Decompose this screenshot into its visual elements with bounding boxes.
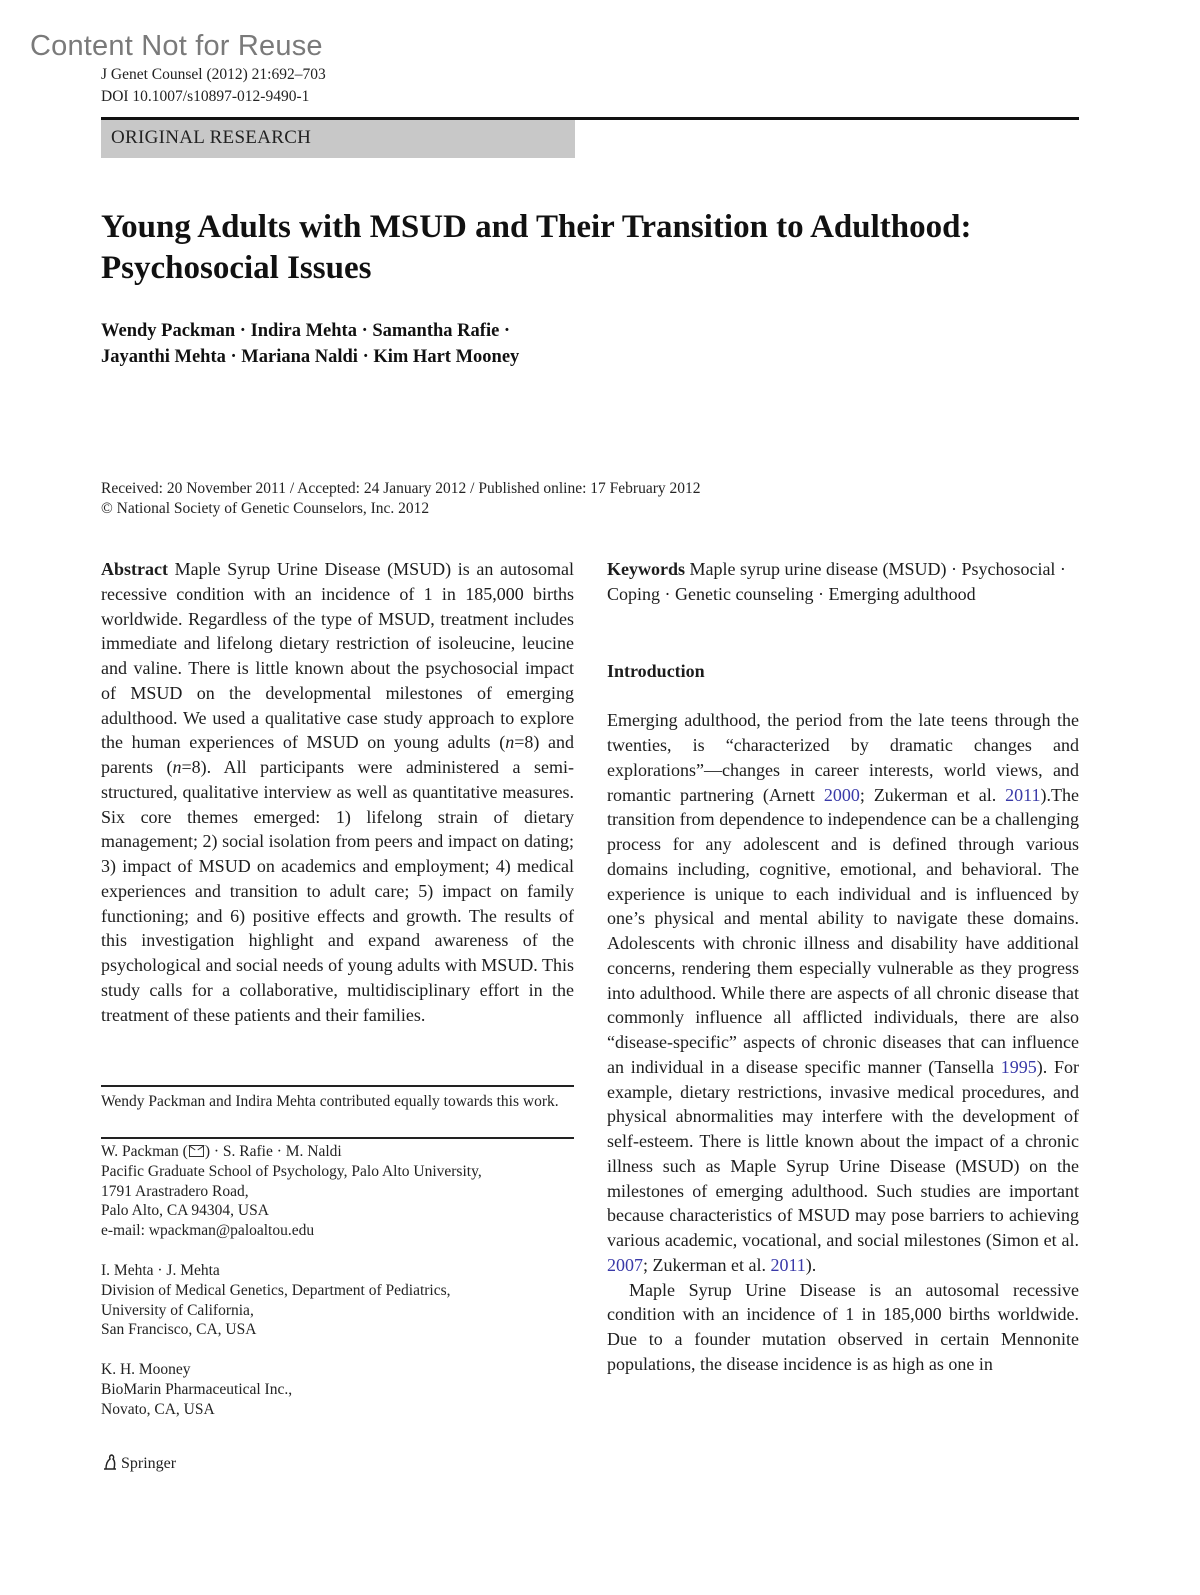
abstract-column [101,557,574,1027]
affiliation-line: 1791 Arastradero Road, [101,1182,249,1200]
affiliation-line: Novato, CA, USA [101,1400,215,1418]
abstract-text-2: =8) and parents ( [101,732,574,777]
author-list [101,318,519,370]
affiliation-line: BioMarin Pharmaceutical Inc., [101,1380,293,1398]
intro-paragraph-1 [607,708,1079,1277]
intro-text: ). For example, dietary restrictions, invasive medical procedures, and physical abnormalities may interfere with the development of self-esteem. There is little known about the impact of a chronic illness such as Maple Syrup Urine Disease (MSUD) on the milestones of emerging adulthood. Such studies are important because characteristics of MSUD may pose barriers to achieving various academic, vocational, and social milestones (Simon et al. [607,1056,1079,1250]
doi[interactable]: DOI 10.1007/s10897-012-9490-1 [101,88,310,105]
title-line-1: Young Adults with MSUD and Their Transition to Adulthood: [101,209,972,245]
abstract [101,557,574,1027]
affiliation-line: Division of Medical Genetics, Department of Pediatrics, [101,1281,451,1299]
publication-dates [101,479,701,519]
right-column [607,557,1079,1377]
citation-link[interactable]: 1995 [1000,1056,1037,1077]
affiliation-names [101,1142,574,1162]
intro-text: ; Zukerman et al. [859,784,1006,805]
citation-link[interactable]: 2011 [770,1254,806,1275]
n-symbol: n [172,757,182,777]
affiliation-2 [101,1261,574,1340]
affiliation-rule [101,1137,574,1139]
email-link[interactable]: e-mail: wpackman@paloaltou.edu [101,1222,315,1240]
abstract-text-1: Maple Syrup Urine Disease (MSUD) is an autosomal recessive condition with an incidence of 1 in 185,000 births worldwide. Regardless of the type of MSUD, treatment includes immediate and lifelong dietary restriction of isoleucine, leucine and valine. There is little known about the psychosocial impact of MSUD on the developmental milestones of emerging adulthood. We used a qualitative case study approach to explore the human experiences of MSUD on young adults ( [101,559,574,753]
keywords-text: Maple syrup urine disease (MSUD) · Psychosocial · Coping · Genetic counseling · Emerging adulthood [607,559,1066,604]
section-badge: ORIGINAL RESEARCH [101,120,575,158]
authors-line-2: Jayanthi Mehta · Mariana Naldi · Kim Hart Mooney [101,347,520,367]
affiliation-names-b: ) · S. Rafie · M. Naldi [204,1143,342,1160]
affiliation-names: I. Mehta · J. Mehta [101,1262,220,1279]
citation-link[interactable]: 2000 [823,784,860,805]
keywords-label: Keywords [607,559,685,579]
watermark: Content Not for Reuse [30,30,323,62]
copyright: © National Society of Genetic Counselors, Inc. 2012 [101,500,430,517]
citation-link[interactable]: 2007 [607,1254,643,1275]
intro-paragraph-2: Maple Syrup Urine Disease is an autosomal recessive condition with an incidence of 1 in 185,000 births worldwide. Due to a founder mutation observed in certain Mennonite populations, the disease incidence is as high as one in [607,1279,1079,1374]
springer-horse-icon [101,1453,119,1471]
affiliation-names-a: W. Packman ( [101,1143,188,1160]
affiliation-1 [101,1142,574,1241]
affiliation-line: San Francisco, CA, USA [101,1321,257,1339]
publisher-name: Springer [121,1455,177,1472]
abstract-label: Abstract [101,559,168,579]
intro-text: ).The transition from dependence to independence can be a challenging process for any adolescent and is defined through various domains including, cognitive, emotional, and behavioral. The experience is unique to each individual and is influenced by one’s physical and mental ability to navigate these domains. Adolescents with chronic illness and disability have additional concerns, rendering them especially vulnerable as they progress into adulthood. While there are aspects of all chronic disease that commonly influence all afflicted individuals, there are also “disease-specific” aspects of chronic diseases that can influence an individual in a disease specific manner (Tansella [607,784,1079,1077]
footnote-rule [101,1085,574,1087]
journal-citation: J Genet Counsel (2012) 21:692–703 [101,66,326,83]
n-symbol: n [505,732,515,753]
citation-link[interactable]: 2011 [1005,784,1041,805]
intro-text: Emerging adulthood, the period from the late teens through the twenties, is “characterized by dramatic changes and explorations”—changes in career interests, world views, and romantic partnering (Arnett [607,710,1079,805]
keywords [607,557,1079,607]
date-history: Received: 20 November 2011 / Accepted: 24 January 2012 / Published online: 17 February 2012 [101,480,701,497]
journal-meta [101,64,326,108]
envelope-icon[interactable] [189,1145,204,1157]
publisher-logo [101,1453,176,1475]
article-title [101,207,1091,289]
contribution-footnote: Wendy Packman and Indira Mehta contributed equally towards this work. [101,1093,559,1110]
intro-text: ). [805,1254,817,1275]
intro-text: ; Zukerman et al. [643,1254,771,1275]
affiliation-line: University of California, [101,1301,254,1319]
abstract-text-3: =8). All participants were administered a semi-structured, qualitative interview as well as quantitative measures. Six core themes emerged: 1) lifelong strain of dietary management; 2) social isolation from peers and impact on dating; 3) impact of MSUD on academics and employment; 4) medical experiences and transition to adult care; 5) impact on family functioning; and 6) positive effects and growth. The results of this investigation highlight and expand awareness of the psychological and social needs of young adults with MSUD. This study calls for a collaborative, multidisciplinary effort in the treatment of these patients and their families. [101,757,574,1025]
section-heading-introduction: Introduction [607,660,705,681]
affiliation-3 [101,1360,574,1419]
affiliation-names: K. H. Mooney [101,1361,191,1378]
title-line-2: Psychosocial Issues [101,250,372,286]
authors-line-1: Wendy Packman · Indira Mehta · Samantha Rafie · [101,321,511,341]
affiliation-line: Palo Alto, CA 94304, USA [101,1202,269,1220]
affiliation-line: Pacific Graduate School of Psychology, Palo Alto University, [101,1162,482,1180]
